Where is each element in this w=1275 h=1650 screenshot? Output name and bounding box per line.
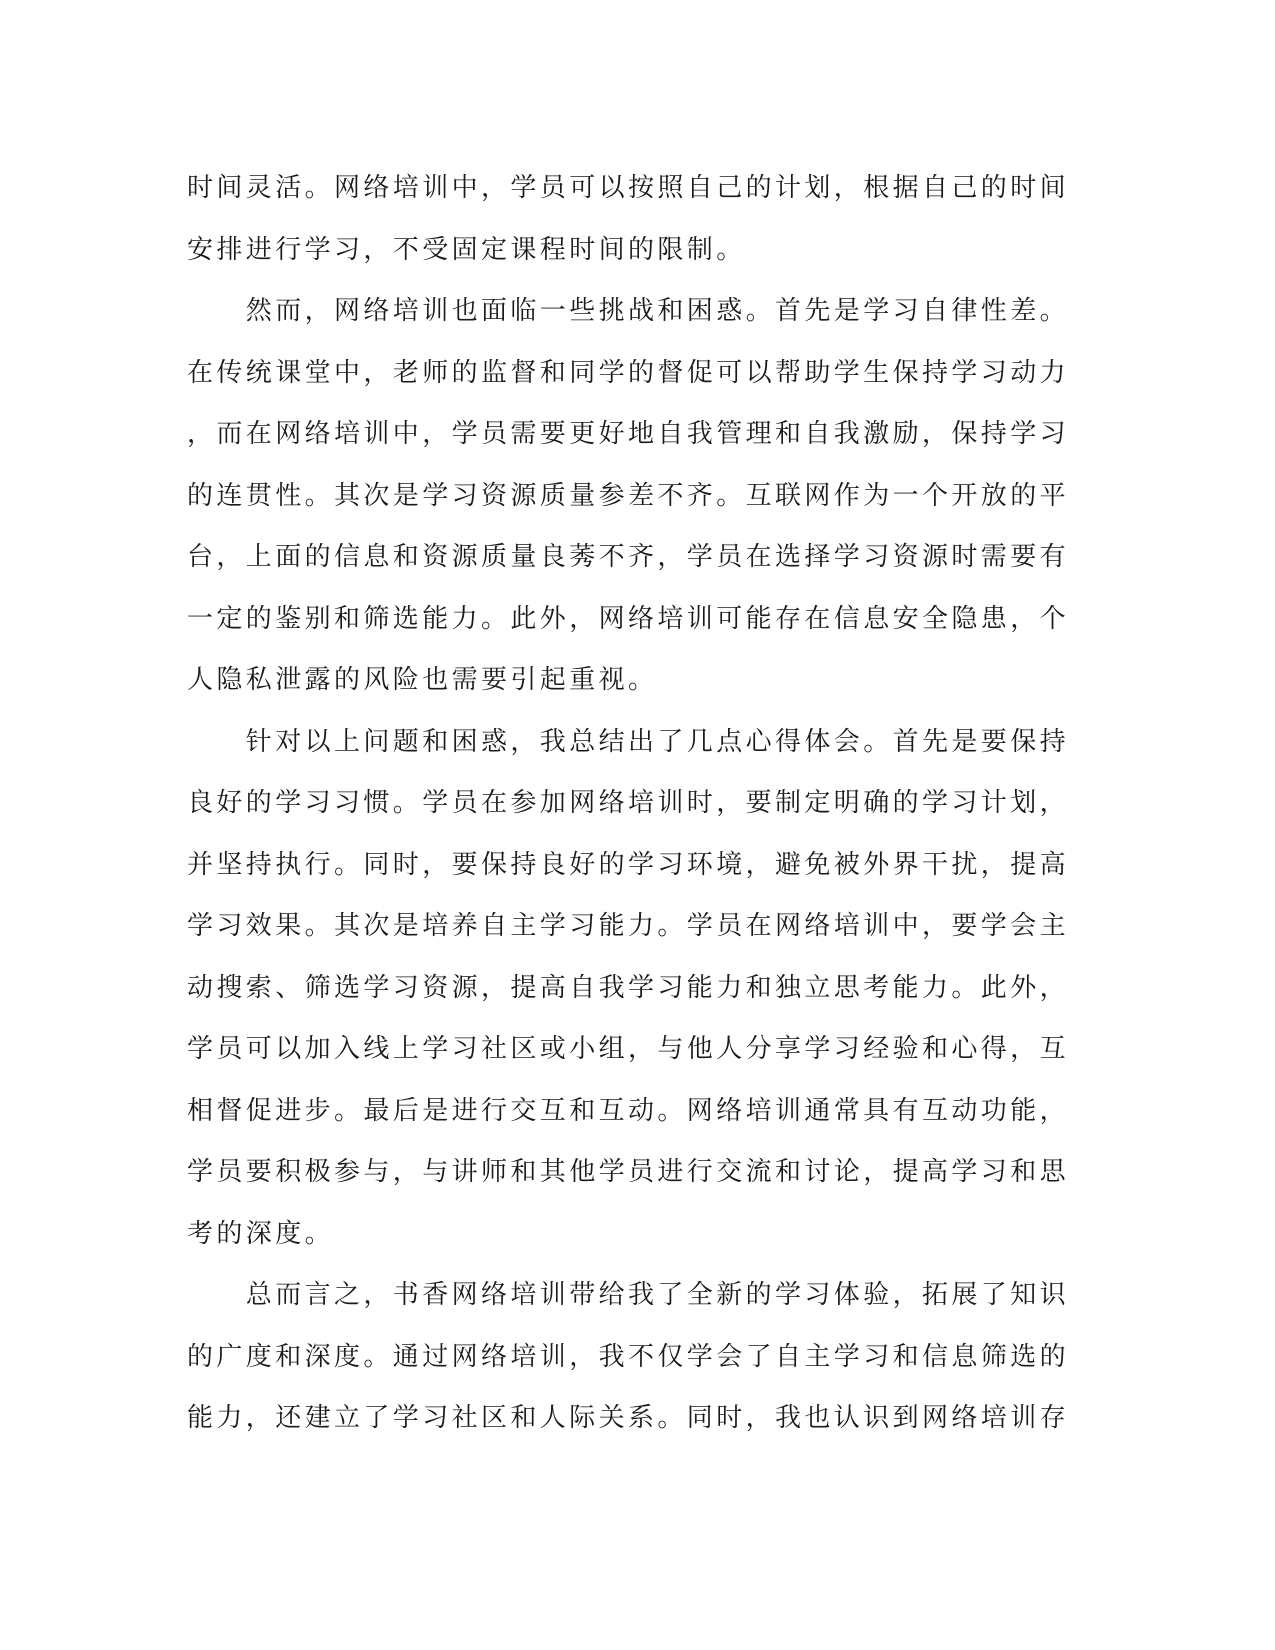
text-line: 良好的学习习惯。学员在参加网络培训时，要制定明确的学习计划，	[187, 788, 1070, 818]
text-line: 台，上面的信息和资源质量良莠不齐，学员在选择学习资源时需要有	[187, 542, 1070, 572]
text-line: 学员要积极参与，与讲师和其他学员进行交流和讨论，提高学习和思	[187, 1157, 1070, 1187]
text-line: ，而在网络培训中，学员需要更好地自我管理和自我激励，保持学习	[187, 419, 1070, 449]
text-line: 一定的鉴别和筛选能力。此外，网络培训可能存在信息安全隐患，个	[187, 603, 1070, 634]
text-line: 安排进行学习，不受固定课程时间的限制。	[187, 234, 746, 265]
text-line: 时间灵活。网络培训中，学员可以按照自己的计划，根据自己的时间	[187, 173, 1070, 203]
body-text	[187, 158, 1070, 1450]
text-line: 能力，还建立了学习社区和人际关系。同时，我也认识到网络培训存	[187, 1403, 1070, 1433]
text-line: 并坚持执行。同时，要保持良好的学习环境，避免被外界干扰，提高	[187, 849, 1070, 880]
text-line: 然而，网络培训也面临一些挑战和困惑。首先是学习自律性差。	[187, 296, 1070, 326]
text-line: 总而言之，书香网络培训带给我了全新的学习体验，拓展了知识	[187, 1280, 1070, 1310]
text-line: 相督促进步。最后是进行交互和互动。网络培训通常具有互动功能，	[187, 1095, 1070, 1126]
text-line: 考的深度。	[187, 1218, 335, 1249]
text-line: 针对以上问题和困惑，我总结出了几点心得体会。首先是要保持	[187, 726, 1070, 757]
text-line: 在传统课堂中，老师的监督和同学的督促可以帮助学生保持学习动力	[187, 357, 1070, 388]
text-line: 动搜索、筛选学习资源，提高自我学习能力和独立思考能力。此外，	[187, 972, 1070, 1003]
text-line: 的广度和深度。通过网络培训，我不仅学会了自主学习和信息筛选的	[187, 1341, 1070, 1372]
text-line: 学习效果。其次是培养自主学习能力。学员在网络培训中，要学会主	[187, 911, 1070, 941]
text-line: 人隐私泄露的风险也需要引起重视。	[187, 665, 658, 695]
text-line: 学员可以加入线上学习社区或小组，与他人分享学习经验和心得，互	[187, 1034, 1070, 1064]
text-line: 的连贯性。其次是学习资源质量参差不齐。互联网作为一个开放的平	[187, 480, 1070, 511]
